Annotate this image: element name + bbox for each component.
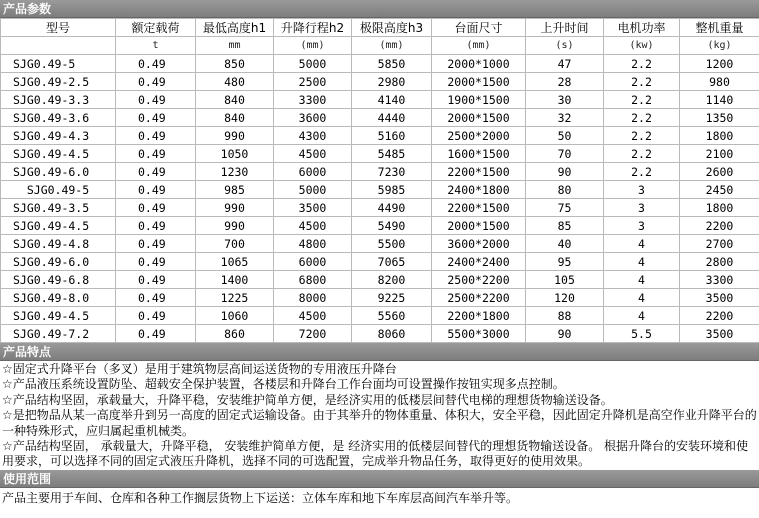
table-cell: 990 <box>196 217 274 235</box>
table-cell: 2.2 <box>604 145 680 163</box>
table-cell: 0.49 <box>116 199 196 217</box>
usage-text: 产品主要用于车间、仓库和各种工作搁层货物上下运送：立体车库和地下车库层高间汽车举升等。 <box>2 490 519 505</box>
table-cell: 2000*1500 <box>432 217 526 235</box>
table-row <box>1 235 759 253</box>
table-cell: 2000*1500 <box>432 73 526 91</box>
table-cell: 8060 <box>352 325 432 343</box>
table-row <box>1 199 759 217</box>
table-cell: 1050 <box>196 145 274 163</box>
usage-section-header: 使用范围 <box>0 470 759 488</box>
table-cell: 90 <box>526 163 604 181</box>
table-cell: 4500 <box>274 145 352 163</box>
table-cell: 2200*1800 <box>432 307 526 325</box>
table-row <box>1 145 759 163</box>
table-cell: 3600 <box>274 109 352 127</box>
table-row <box>1 217 759 235</box>
feature-item: ☆产品结构坚固，承载量大，升降平稳，安装维护简单方便，是经济实用的低楼层间替代电梯的理想货物输送设备。 <box>2 392 613 407</box>
table-cell: 2600 <box>680 163 759 181</box>
table-cell: 47 <box>526 55 604 73</box>
unit-cell <box>1 37 116 55</box>
table-cell: 7065 <box>352 253 432 271</box>
table-cell: 4140 <box>352 91 432 109</box>
table-cell: 0.49 <box>116 73 196 91</box>
model-cell: SJG0.49-4.5 <box>1 217 116 235</box>
table-cell: 50 <box>526 127 604 145</box>
table-cell: 2700 <box>680 235 759 253</box>
features-list <box>0 361 759 470</box>
table-cell: 840 <box>196 91 274 109</box>
table-cell: 2100 <box>680 145 759 163</box>
table-cell: 0.49 <box>116 307 196 325</box>
table-cell: 5.5 <box>604 325 680 343</box>
table-cell: 6800 <box>274 271 352 289</box>
table-cell: 4 <box>604 253 680 271</box>
table-cell: 2200 <box>680 217 759 235</box>
features-section-header: 产品特点 <box>0 343 759 361</box>
table-cell: 5500 <box>352 235 432 253</box>
table-cell: 7230 <box>352 163 432 181</box>
model-cell: SJG0.49-4.8 <box>1 235 116 253</box>
table-cell: 0.49 <box>116 109 196 127</box>
table-cell: 3300 <box>680 271 759 289</box>
feature-item: ☆产品结构坚固， 承载量大，升降平稳， 安装维护简单方便，是 经济实用的低楼层间替代的理想货物输送设备。 根据升降台的安装环境和使用要求，可以选择不同的固定式液压升降机，选择不同的可选配置，完成举升物品任务，取得更好的使用效果。 <box>2 439 749 469</box>
table-cell: 90 <box>526 325 604 343</box>
table-cell: 3 <box>604 181 680 199</box>
model-cell: SJG0.49-4.5 <box>1 145 116 163</box>
header-row <box>1 19 759 37</box>
table-cell: 2800 <box>680 253 759 271</box>
table-cell: 1600*1500 <box>432 145 526 163</box>
table-cell: 88 <box>526 307 604 325</box>
table-cell: 32 <box>526 109 604 127</box>
table-cell: 40 <box>526 235 604 253</box>
table-cell: 0.49 <box>116 91 196 109</box>
table-cell: 4440 <box>352 109 432 127</box>
table-cell: 4490 <box>352 199 432 217</box>
table-cell: 4500 <box>274 307 352 325</box>
table-row <box>1 73 759 91</box>
table-cell: 5500*3000 <box>432 325 526 343</box>
table-cell: 990 <box>196 127 274 145</box>
table-cell: 7200 <box>274 325 352 343</box>
table-cell: 8200 <box>352 271 432 289</box>
table-cell: 5000 <box>274 181 352 199</box>
table-cell: 80 <box>526 181 604 199</box>
table-cell: 3500 <box>680 325 759 343</box>
feature-item: ☆固定式升降平台（多叉）是用于建筑物层高间运送货物的专用液压升降台 <box>2 362 397 376</box>
table-cell: 1200 <box>680 55 759 73</box>
table-cell: 1400 <box>196 271 274 289</box>
column-header: 额定载荷 <box>116 19 196 37</box>
table-cell: 2400*2400 <box>432 253 526 271</box>
model-cell: SJG0.49-7.2 <box>1 325 116 343</box>
table-cell: 990 <box>196 199 274 217</box>
table-cell: 0.49 <box>116 145 196 163</box>
table-cell: 850 <box>196 55 274 73</box>
table-cell: 5160 <box>352 127 432 145</box>
table-cell: 5485 <box>352 145 432 163</box>
table-cell: 0.49 <box>116 181 196 199</box>
table-cell: 30 <box>526 91 604 109</box>
table-cell: 3 <box>604 199 680 217</box>
table-cell: 2450 <box>680 181 759 199</box>
table-cell: 985 <box>196 181 274 199</box>
table-row <box>1 55 759 73</box>
table-cell: 75 <box>526 199 604 217</box>
column-header: 台面尺寸 <box>432 19 526 37</box>
table-cell: 0.49 <box>116 217 196 235</box>
table-cell: 0.49 <box>116 235 196 253</box>
table-cell: 1140 <box>680 91 759 109</box>
table-cell: 2500*2200 <box>432 289 526 307</box>
table-cell: 5985 <box>352 181 432 199</box>
column-header: 最低高度h1 <box>196 19 274 37</box>
table-cell: 9225 <box>352 289 432 307</box>
table-cell: 3600*2000 <box>432 235 526 253</box>
table-cell: 840 <box>196 109 274 127</box>
table-cell: 480 <box>196 73 274 91</box>
table-cell: 28 <box>526 73 604 91</box>
table-cell: 980 <box>680 73 759 91</box>
feature-item: ☆是把物品从某一高度举升到另一高度的固定式运输设备。由于其举升的物体重量、体积大，安全平稳，因此固定升降机是高空作业升降平台的一种特殊形式，应归属起重机械类。 <box>2 408 757 438</box>
table-cell: 1060 <box>196 307 274 325</box>
table-cell: 2.2 <box>604 73 680 91</box>
table-cell: 4 <box>604 235 680 253</box>
table-cell: 4300 <box>274 127 352 145</box>
model-cell: SJG0.49-6.8 <box>1 271 116 289</box>
table-cell: 2.2 <box>604 55 680 73</box>
table-cell: 2980 <box>352 73 432 91</box>
model-cell: SJG0.49-3.3 <box>1 91 116 109</box>
unit-cell: (kw) <box>604 37 680 55</box>
table-row <box>1 109 759 127</box>
column-header: 上升时间 <box>526 19 604 37</box>
model-cell: SJG0.49-3.6 <box>1 109 116 127</box>
table-cell: 0.49 <box>116 55 196 73</box>
model-cell: SJG0.49-2.5 <box>1 73 116 91</box>
table-cell: 0.49 <box>116 325 196 343</box>
table-cell: 1900*1500 <box>432 91 526 109</box>
model-cell: SJG0.49-4.5 <box>1 307 116 325</box>
table-cell: 2000*1000 <box>432 55 526 73</box>
table-row <box>1 271 759 289</box>
table-cell: 0.49 <box>116 127 196 145</box>
table-row <box>1 253 759 271</box>
table-cell: 700 <box>196 235 274 253</box>
table-cell: 8000 <box>274 289 352 307</box>
unit-cell: (mm) <box>432 37 526 55</box>
table-cell: 5560 <box>352 307 432 325</box>
table-cell: 4 <box>604 307 680 325</box>
table-cell: 1225 <box>196 289 274 307</box>
column-header: 型号 <box>1 19 116 37</box>
table-cell: 1350 <box>680 109 759 127</box>
table-cell: 2000*1500 <box>432 109 526 127</box>
table-row <box>1 307 759 325</box>
unit-cell: (kg) <box>680 37 759 55</box>
column-header: 极限高度h3 <box>352 19 432 37</box>
table-cell: 105 <box>526 271 604 289</box>
params-section-header: 产品参数 <box>0 0 759 18</box>
table-cell: 0.49 <box>116 289 196 307</box>
column-header: 升降行程h2 <box>274 19 352 37</box>
unit-cell: t <box>116 37 196 55</box>
table-cell: 2500*2200 <box>432 271 526 289</box>
unit-cell: mm <box>196 37 274 55</box>
table-cell: 0.49 <box>116 253 196 271</box>
units-row <box>1 37 759 55</box>
table-cell: 6000 <box>274 253 352 271</box>
unit-cell: (mm) <box>352 37 432 55</box>
model-cell: SJG0.49-3.5 <box>1 199 116 217</box>
table-cell: 2.2 <box>604 91 680 109</box>
table-cell: 2200*1500 <box>432 199 526 217</box>
column-header: 电机功率 <box>604 19 680 37</box>
table-cell: 2500 <box>274 73 352 91</box>
table-cell: 5490 <box>352 217 432 235</box>
table-cell: 4500 <box>274 217 352 235</box>
table-cell: 4 <box>604 289 680 307</box>
table-row <box>1 91 759 109</box>
table-cell: 2.2 <box>604 163 680 181</box>
table-cell: 5000 <box>274 55 352 73</box>
table-cell: 4 <box>604 271 680 289</box>
table-cell: 6000 <box>274 163 352 181</box>
table-cell: 1800 <box>680 127 759 145</box>
table-cell: 2400*1800 <box>432 181 526 199</box>
model-cell: SJG0.49-6.0 <box>1 253 116 271</box>
table-cell: 2.2 <box>604 109 680 127</box>
table-cell: 860 <box>196 325 274 343</box>
table-row <box>1 289 759 307</box>
model-cell: SJG0.49-4.3 <box>1 127 116 145</box>
table-cell: 1230 <box>196 163 274 181</box>
column-header: 整机重量 <box>680 19 759 37</box>
table-cell: 3500 <box>274 199 352 217</box>
table-cell: 2500*2000 <box>432 127 526 145</box>
table-cell: 5850 <box>352 55 432 73</box>
table-cell: 1800 <box>680 199 759 217</box>
table-row <box>1 127 759 145</box>
feature-item: ☆产品液压系统设置防坠、超载安全保护装置，各楼层和升降台工作台面均可设置操作按钮实现多点控制。 <box>2 377 565 392</box>
table-cell: 70 <box>526 145 604 163</box>
table-row <box>1 325 759 343</box>
table-cell: 3300 <box>274 91 352 109</box>
table-cell: 95 <box>526 253 604 271</box>
table-cell: 0.49 <box>116 271 196 289</box>
table-cell: 0.49 <box>116 163 196 181</box>
table-cell: 2200 <box>680 307 759 325</box>
model-cell: SJG0.49-5 <box>1 55 116 73</box>
unit-cell: (s) <box>526 37 604 55</box>
table-cell: 1065 <box>196 253 274 271</box>
model-cell: SJG0.49-5 <box>1 181 116 199</box>
table-cell: 120 <box>526 289 604 307</box>
table-cell: 2200*1500 <box>432 163 526 181</box>
table-cell: 4800 <box>274 235 352 253</box>
params-table <box>0 18 759 343</box>
table-cell: 3500 <box>680 289 759 307</box>
table-row <box>1 163 759 181</box>
model-cell: SJG0.49-6.0 <box>1 163 116 181</box>
model-cell: SJG0.49-8.0 <box>1 289 116 307</box>
table-cell: 85 <box>526 217 604 235</box>
table-row <box>1 181 759 199</box>
table-cell: 2.2 <box>604 127 680 145</box>
table-cell: 3 <box>604 217 680 235</box>
unit-cell: (mm) <box>274 37 352 55</box>
